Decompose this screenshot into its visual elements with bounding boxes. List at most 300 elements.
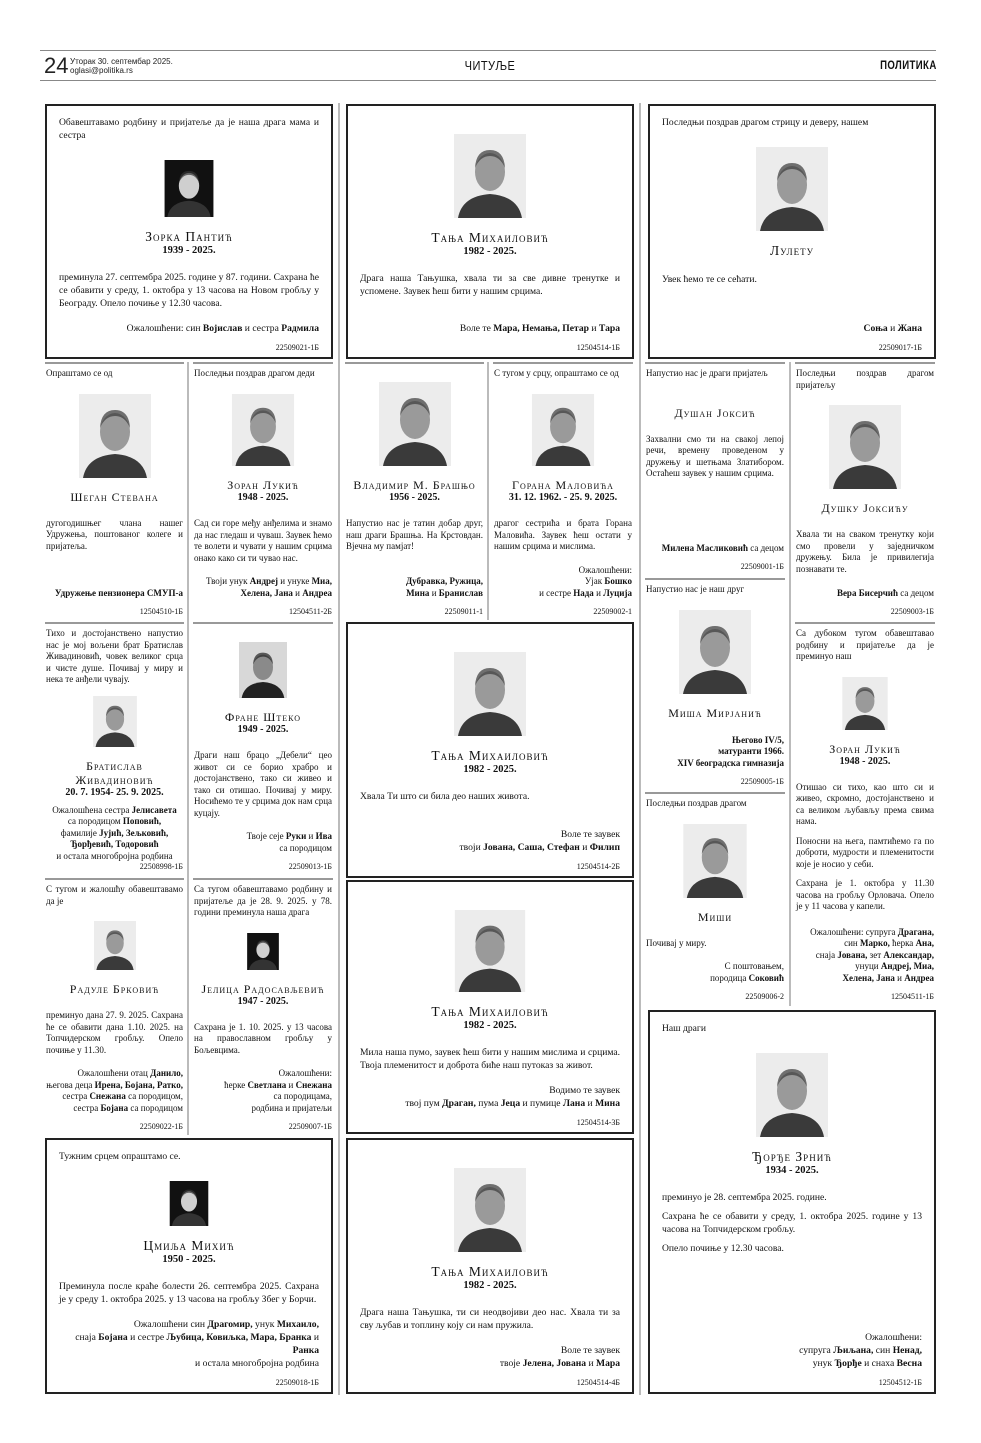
signature-text: супруга <box>799 1345 834 1356</box>
signature-text: Ожалошћени син <box>133 1319 208 1330</box>
obituary-notice <box>346 880 634 1134</box>
signature-text: и <box>579 842 590 853</box>
signature-text: и <box>585 1098 596 1109</box>
notice-intro: Последњи поздрав драгом <box>646 798 747 808</box>
life-dates: 1982 - 2025. <box>463 1280 517 1291</box>
obituary-notice <box>45 622 184 875</box>
notice-body <box>646 938 784 956</box>
mourner-name: Бојана <box>98 1332 128 1343</box>
mourners-signature <box>360 822 620 854</box>
body-paragraph: дугогодишњег члана нашег Удружења, поштованог колеге и пријатеља. <box>46 517 183 551</box>
signature-line <box>194 831 332 843</box>
body-paragraph: Преминула после краће болести 26. септембра 2025. Сахрана је у среду 1. октобра 2025. у 13 часова на гробљу Збег у Борчи. <box>59 1281 319 1305</box>
notice-body <box>59 1280 319 1312</box>
body-paragraph: Напустио нас је татин добар друг, наш драги Брашња. На Крстовдан. Вјечна му памјат! <box>346 518 483 551</box>
mourner-name: Ђорђе <box>834 1358 862 1369</box>
signature-line <box>494 588 632 600</box>
obituary-notice <box>45 104 333 359</box>
deceased-name: Јелица Радосављевић <box>201 981 325 996</box>
mourner-name: Мина <box>595 1098 620 1109</box>
signature-text: са породицом <box>279 842 332 853</box>
signature-line <box>360 841 620 854</box>
signature-text: унук <box>812 1358 835 1369</box>
mourner-name: Поповић, <box>122 816 162 826</box>
life-dates: 31. 12. 1962. - 25. 9. 2025. <box>508 492 618 503</box>
signature-text: унук <box>252 1319 277 1330</box>
mourner-name: Љиљана, <box>833 1345 874 1356</box>
deceased-name: Душан Јоксић <box>674 405 756 420</box>
notice-intro: Опраштамо се од <box>46 368 113 378</box>
ad-code: 22508998-1Б <box>139 862 183 871</box>
signature-line <box>360 828 620 841</box>
mourner-name: Мина <box>406 587 430 598</box>
body-paragraph: Отишао си тихо, као што си и живео, скромно, достојанствено и са великом љубављу према свима нама. <box>796 781 934 826</box>
notice-body <box>194 750 332 825</box>
signature-text: и <box>292 587 303 598</box>
signature-line <box>46 1103 183 1115</box>
signature-line <box>346 588 483 600</box>
deceased-name: Тања Михаиловић <box>431 748 549 763</box>
signature-text: и <box>586 1358 597 1369</box>
mourner-name: Андреј, Миа, <box>880 961 934 971</box>
deceased-name: Цмиља Михић <box>143 1238 235 1253</box>
life-dates: 1934 - 2025. <box>765 1165 819 1176</box>
signature-text: фамилије <box>60 827 100 838</box>
mourner-name: Ирена, Бојана, Ратко, <box>94 1079 183 1090</box>
deceased-name: Тања Михаиловић <box>431 1004 549 1019</box>
notice-intro: Напустио нас је драги пријатељ <box>646 368 768 378</box>
mourners-signature <box>46 582 183 600</box>
mourner-name: Удружење пензионера СМУП-а <box>54 587 183 598</box>
portrait-photo <box>152 1181 226 1226</box>
notice-intro: Последњи поздрав драгом деди <box>194 368 315 378</box>
notice-intro: Наш драги <box>662 1023 706 1034</box>
mourners-signature <box>662 1325 922 1370</box>
mourners-signature <box>360 1338 620 1370</box>
signature-text: и остала многобројна родбина <box>56 850 173 861</box>
signature-text: ћерке <box>224 1079 248 1090</box>
signature-line <box>194 1091 332 1103</box>
signature-text: са породицом, <box>125 1091 183 1101</box>
notice-body <box>59 271 319 316</box>
mourner-name: Јована, Саша, Стефан <box>483 842 580 853</box>
signature-text: син <box>844 938 860 948</box>
deceased-name: Зоран Лукић <box>829 741 901 756</box>
signature-line <box>59 1318 319 1331</box>
mourner-name: Миа, <box>311 576 332 586</box>
notice-intro: Тихо и достојанствено напустио нас је мој вољени брат Братислав Живадиновић, човек великог срца и чисте душе. Почивај у миру и нека те анђели чувају. <box>46 628 183 684</box>
signature-text: и <box>286 1079 296 1090</box>
signature-line <box>46 839 183 851</box>
signature-line <box>46 851 183 863</box>
deceased-name: Владимир М. Брашњо <box>353 478 476 492</box>
mourner-name: Дубравка, Ружица, <box>405 576 483 586</box>
portrait-photo <box>679 824 751 898</box>
body-paragraph: Хвала Ти што си била део наших живота. <box>360 791 530 802</box>
deceased-name: Тања Михаиловић <box>431 230 549 245</box>
signature-line <box>194 1068 332 1080</box>
life-dates: 1982 - 2025. <box>463 1020 517 1031</box>
mourner-name: Драгана, <box>897 926 934 937</box>
ad-code: 12504512-1Б <box>878 1378 922 1387</box>
signature-line <box>494 576 632 588</box>
signature-line <box>46 816 183 828</box>
signature-line <box>646 735 784 747</box>
mourner-name: матуранти 1966. <box>718 746 784 756</box>
signature-line <box>194 843 332 855</box>
body-paragraph: Драги наш брацо „Дебели“ цео живот си се борио храбро и достојанствено, тако си живео и тако си отишао. Почивај у миру. Носићемо те у срцима док нам срца куцају. <box>194 750 332 818</box>
signature-line <box>46 1091 183 1103</box>
life-dates: 1982 - 2025. <box>463 246 517 257</box>
portrait-photo <box>755 1053 829 1137</box>
notice-body <box>662 1191 922 1261</box>
signature-text: Ожалошћени отац <box>77 1068 151 1078</box>
mourner-name: Филип <box>589 842 620 853</box>
ad-code: 22509013-1Б <box>288 862 332 871</box>
signature-text: са породицом <box>67 816 123 826</box>
notice-body <box>194 518 332 570</box>
signature-line <box>59 322 319 335</box>
portrait-photo <box>152 160 226 217</box>
life-dates: 1950 - 2025. <box>162 1254 216 1265</box>
signature-line <box>46 1080 183 1092</box>
signature-text: и сестре <box>127 1332 167 1343</box>
signature-text: син <box>873 1345 893 1356</box>
signature-line <box>46 805 183 817</box>
signature-text: твој пум <box>405 1098 443 1109</box>
signature-text: и <box>593 587 604 598</box>
mourners-signature <box>46 1062 183 1114</box>
deceased-name: Миша Мирјанић <box>668 705 762 720</box>
mourner-name: Луција <box>603 587 632 598</box>
ad-code: 12504514-2Б <box>576 862 620 871</box>
mourners-signature <box>796 582 934 600</box>
mourner-name: Жана <box>897 323 922 334</box>
header-meta <box>70 57 173 75</box>
signature-text: са децом <box>897 587 934 598</box>
portrait-photo <box>79 921 151 970</box>
obituary-notice <box>193 622 333 875</box>
body-paragraph: Сад си горе међу анђелима и знамо да нас гледаш и чуваш. Заувек ћемо те волети и чувати у нашим срцима онако како си ти чувао нас. <box>194 518 332 563</box>
mourner-name: Лана <box>562 1098 586 1109</box>
mourner-name: Хелена, Јана <box>842 972 895 983</box>
signature-line <box>46 1068 183 1080</box>
deceased-name: Тања Михаиловић <box>431 1264 549 1279</box>
obituary-notice <box>45 878 184 1135</box>
signature-line <box>796 588 934 600</box>
notice-body <box>360 272 620 304</box>
mourners-signature <box>360 316 620 335</box>
ad-code: 12504514-3Б <box>576 1118 620 1127</box>
signature-text: са децом <box>747 542 784 553</box>
obituary-notice <box>645 362 785 575</box>
notice-body <box>194 1022 332 1063</box>
signature-text: ћерка <box>889 938 916 948</box>
portrait-photo <box>79 394 151 478</box>
signature-text: и <box>429 587 439 598</box>
signature-line <box>360 1344 620 1357</box>
signature-text: и сестре <box>539 587 574 598</box>
obituary-notice <box>346 622 634 878</box>
signature-text: твоји <box>459 842 484 853</box>
signature-text: и остала многобројна родбина <box>195 1358 319 1369</box>
portrait-photo <box>829 405 901 489</box>
header-top-rule <box>40 50 936 51</box>
mourner-name: Ана, <box>915 938 934 948</box>
signature-text: Ожалошћени: <box>278 1068 332 1078</box>
deceased-name: Зорка Пантић <box>145 229 233 244</box>
ad-code: 22509003-1Б <box>890 607 934 616</box>
portrait-photo <box>379 382 451 466</box>
signature-line <box>360 1084 620 1097</box>
notice-intro: Са дубоком тугом обавештавао родбину и пријатеље да је преминуо наш <box>796 628 934 661</box>
signature-text: Воле те заувек <box>560 829 620 840</box>
signature-text: са породицама, <box>273 1091 332 1101</box>
ad-code: 12504511-2Б <box>289 607 332 616</box>
mourner-name: Војислав <box>202 323 243 334</box>
body-paragraph: преминула 27. септембра 2025. године у 87. години. Сахрана ће се обавити у среду, 1. октобра у 13 часова на Новом гробљу у Београду. Опело почиње у 12.30 часова. <box>59 272 319 309</box>
ad-code: 12504511-1Б <box>891 992 934 1001</box>
signature-text: зет <box>867 949 884 960</box>
signature-text: Ожалошћени: супруга <box>810 926 898 937</box>
mourner-name: Светлана <box>247 1079 287 1090</box>
signature-line <box>194 1080 332 1092</box>
mourner-name: Соковић <box>748 972 784 983</box>
header-bottom-rule <box>40 80 936 81</box>
obituary-notice <box>345 362 484 620</box>
mourner-name: Андреа <box>302 587 332 598</box>
deceased-name: Зоран Лукић <box>227 478 299 492</box>
notice-body <box>360 1046 620 1078</box>
ad-code: 22509005-1Б <box>740 777 784 786</box>
signature-line <box>646 746 784 758</box>
obituary-notice <box>45 362 184 620</box>
ad-code: 22509007-1Б <box>288 1122 332 1131</box>
signature-text: и пумице <box>520 1098 563 1109</box>
signature-line <box>360 1357 620 1370</box>
mourners-signature <box>494 559 632 600</box>
obituary-notice <box>648 104 936 359</box>
mourner-name: Мара <box>596 1358 620 1369</box>
mourner-name: Михаило, <box>276 1319 319 1330</box>
obituary-notice <box>193 362 333 620</box>
signature-text: Ожалошћени: син <box>126 323 203 334</box>
signature-line <box>194 588 332 600</box>
obituary-notice <box>795 622 935 1005</box>
deceased-name: Шеган Стевана <box>70 489 159 504</box>
notice-intro: Са тугом обавештавамо родбину и пријатеље да је 28. 9. 2025. у 78. години преминула наша драга <box>194 884 332 917</box>
mourner-name: Андреа <box>904 972 934 983</box>
life-dates: 1948 - 2025. <box>839 755 891 767</box>
mourner-name: Ива <box>315 831 332 841</box>
obituary-notice <box>645 578 785 790</box>
obituary-notice <box>648 1010 936 1394</box>
life-dates: 1948 - 2025. <box>237 492 289 503</box>
mourner-name: Снежана <box>89 1091 126 1101</box>
signature-line <box>796 961 934 973</box>
ad-code: 22509006-2 <box>745 992 784 1001</box>
notice-body <box>46 518 183 559</box>
body-paragraph: Мила наша пумо, заувек ћеш бити у нашим мислима и срцима. Твоја племенитост и доброта биће наш путоказ за живот. <box>360 1047 620 1071</box>
signature-text: Водимо те заувек <box>549 1085 620 1096</box>
portrait-photo <box>527 394 599 467</box>
body-paragraph: драгог сестрића и брата Горана Маловића. Заувек ћеш остати у нашим срцима и мислима. <box>494 518 632 551</box>
deceased-name: Душку Јоксићу <box>821 501 909 515</box>
signature-text: Воле те заувек <box>560 1345 620 1356</box>
mourners-signature <box>646 955 784 984</box>
signature-line <box>662 1331 922 1344</box>
portrait-photo <box>453 652 527 736</box>
signature-text: Ожалошћена сестра <box>52 804 132 815</box>
signature-text: Ожалошћени: <box>578 564 632 575</box>
signature-text: са породицом <box>128 1102 183 1113</box>
signature-text: Твоје сеје <box>246 831 286 841</box>
obituary-notice <box>795 362 935 620</box>
signature-text: и сестра <box>242 323 282 334</box>
portrait-photo <box>755 147 829 231</box>
deceased-name: Миши <box>697 909 733 924</box>
portrait-photo <box>829 677 901 730</box>
mourner-name: Весна <box>896 1358 922 1369</box>
signature-text: и <box>887 323 898 334</box>
mourner-name: Мара, Немања, Петар <box>493 323 589 334</box>
signature-line <box>796 950 934 962</box>
mourners-signature <box>194 570 332 599</box>
ad-code: 22509002-1 <box>593 607 632 616</box>
signature-line <box>360 1097 620 1110</box>
mourner-name: Ранка <box>292 1345 319 1356</box>
notice-body <box>662 273 922 292</box>
ad-code: 22509022-1Б <box>139 1122 183 1131</box>
notice-body <box>796 782 934 921</box>
body-paragraph: Почивај у миру. <box>646 937 707 948</box>
notice-intro: С тугом и жалошћу обавештавамо да је <box>46 884 183 906</box>
signature-line <box>194 576 332 588</box>
obituary-notice <box>45 1138 333 1394</box>
mourner-name: Ненад, <box>892 1345 922 1356</box>
mourners-signature <box>46 805 183 863</box>
signature-line <box>194 1103 332 1115</box>
mourner-name: Соња <box>863 323 888 334</box>
signature-text: твоје <box>499 1358 523 1369</box>
column-divider <box>187 362 189 1135</box>
mourner-name: Драган, <box>442 1098 476 1109</box>
body-paragraph: Драга наша Тањушка, ти си неодвојиви део нас. Хвала ти за сву љубав и топлину коју си нам пружила. <box>360 1307 620 1331</box>
portrait-photo <box>453 134 527 218</box>
signature-text: Ујак <box>584 576 605 586</box>
mourners-signature <box>59 1312 319 1370</box>
deceased-name: Лулету <box>770 243 814 258</box>
signature-line <box>646 961 784 973</box>
signature-line <box>360 322 620 335</box>
column-divider <box>639 103 641 1395</box>
issue-date: Уторак 30. септембар 2025. <box>70 57 173 66</box>
life-dates: 1939 - 2025. <box>162 245 216 256</box>
signature-text: и унуке <box>278 576 312 586</box>
column-divider <box>338 103 340 1395</box>
mourner-name: Нада <box>573 587 594 598</box>
deceased-name: Братислав Живадиновић <box>75 758 154 787</box>
notice-body <box>360 790 620 809</box>
signature-text: његова деца <box>46 1079 95 1090</box>
notice-body <box>346 518 483 559</box>
body-paragraph: Сахрана ће се обавити у среду, 1. октобра 2025. године у 13 часова на Топчидерском гробљу. <box>662 1211 922 1235</box>
signature-text: породица <box>710 972 749 983</box>
signature-line <box>646 758 784 770</box>
notice-body <box>360 1306 620 1338</box>
ad-code: 22509011-1 <box>444 607 483 616</box>
notice-body <box>494 518 632 559</box>
deceased-name: Ђорђе Зрнић <box>752 1149 832 1164</box>
signature-line <box>662 322 922 335</box>
mourner-name: Бошко <box>604 576 632 586</box>
signature-text: С поштовањем, <box>724 961 784 971</box>
ad-code: 22509018-1Б <box>275 1378 319 1387</box>
page-number: 24 <box>44 53 69 78</box>
notice-intro: Последњи поздрав драгом стрицу и деверу, нашем <box>662 117 869 128</box>
column-divider <box>487 362 489 620</box>
section-title: ЧИТУЉЕ <box>464 58 516 73</box>
obituary-notice <box>346 1138 634 1394</box>
signature-text: унуци <box>855 961 881 971</box>
life-dates: 20. 7. 1954- 25. 9. 2025. <box>65 786 164 798</box>
portrait-photo <box>227 642 299 698</box>
mourner-name: Александар, <box>883 949 934 960</box>
obituary-notice <box>645 792 785 1005</box>
mourner-name: Андреј <box>249 576 279 586</box>
signature-text: и <box>588 323 599 334</box>
signature-text: Воле те <box>459 323 494 334</box>
mourner-name: Бојана <box>100 1102 129 1113</box>
signature-line <box>494 565 632 577</box>
body-paragraph: Хвала ти на сваком тренутку који смо провели у заједничком дружењу. Била је привилегија познавати те. <box>796 529 934 574</box>
notice-body <box>646 434 784 486</box>
mourner-name: Јована, <box>837 949 868 960</box>
mourner-name: Јелена, Јована <box>522 1358 587 1369</box>
ad-code: 12504510-1Б <box>139 607 183 616</box>
body-paragraph: Поносни на њега, памтићемо га по доброти, мудрости и племенитости које је носио у себи. <box>796 835 934 869</box>
portrait-photo <box>79 696 151 747</box>
signature-text: Ожалошћени: <box>865 1332 922 1343</box>
signature-line <box>646 543 784 555</box>
ad-code: 22509001-1Б <box>740 562 784 571</box>
notice-intro: Напустио нас је наш друг <box>646 584 745 594</box>
signature-text: и <box>894 972 905 983</box>
mourners-signature <box>646 729 784 770</box>
life-dates: 1956 - 2025. <box>389 492 440 503</box>
mourner-name: Хелена, Јана <box>240 587 293 598</box>
body-paragraph: Увек ћемо те се сећати. <box>662 274 757 285</box>
mourners-signature <box>662 316 922 335</box>
signature-line <box>59 1357 319 1370</box>
signature-line <box>59 1331 319 1357</box>
mourners-signature <box>646 537 784 555</box>
mourner-name: Ђорђевић, Тодоровић <box>70 839 159 849</box>
ad-code: 22509021-1Б <box>275 343 319 352</box>
mourner-name: Данило, <box>150 1068 183 1078</box>
notice-body <box>796 529 934 581</box>
mourner-name: Марко, <box>860 938 890 948</box>
mourners-signature <box>194 825 332 854</box>
ad-code: 12504514-1Б <box>576 343 620 352</box>
signature-line <box>796 973 934 985</box>
mourner-name: Тара <box>598 323 620 334</box>
portrait-photo <box>453 910 527 992</box>
obituary-notice <box>346 104 634 359</box>
notice-body <box>46 1010 183 1062</box>
signature-line <box>796 927 934 939</box>
portrait-photo <box>453 1168 527 1252</box>
